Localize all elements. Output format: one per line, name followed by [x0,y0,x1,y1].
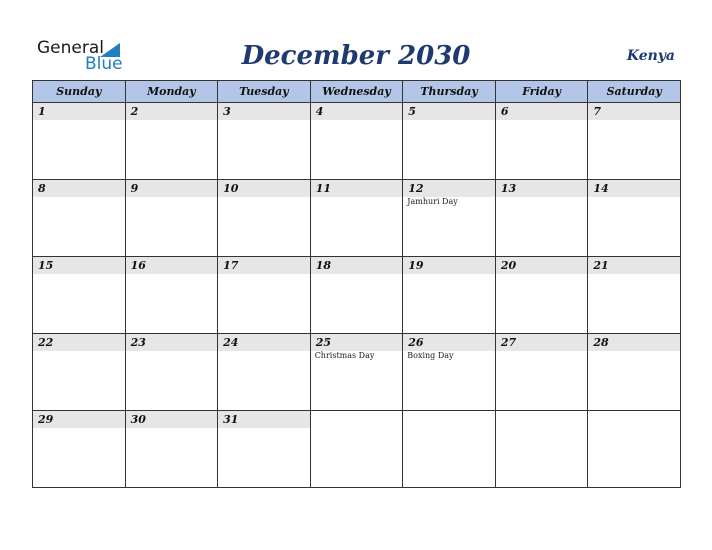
calendar-title: December 2030 [241,41,471,71]
week-row [33,180,681,257]
day-number: 13 [496,180,588,197]
day-number: 21 [588,257,680,274]
day-number: 3 [218,103,310,120]
calendar-grid [32,80,681,488]
day-cell [495,257,588,334]
day-number: 5 [403,103,495,120]
weekday-saturday: Saturday [588,81,681,103]
day-number: 20 [496,257,588,274]
day-number: 29 [33,411,125,428]
weekday-monday: Monday [125,81,218,103]
day-cell [33,334,126,411]
day-cell [310,257,403,334]
weekday-header-row [33,81,681,103]
day-number: 16 [126,257,218,274]
day-cell [403,103,496,180]
day-cell [495,103,588,180]
weekday-tuesday: Tuesday [218,81,311,103]
day-cell [33,180,126,257]
day-cell [588,334,681,411]
day-number: 10 [218,180,310,197]
day-number: 31 [218,411,310,428]
day-number: 12 [403,180,495,197]
day-cell [218,334,311,411]
day-cell [403,257,496,334]
day-cell [125,103,218,180]
day-number: 24 [218,334,310,351]
day-cell [403,180,496,257]
day-cell [495,411,588,488]
day-number: 17 [218,257,310,274]
week-row [33,257,681,334]
weekday-wednesday: Wednesday [310,81,403,103]
weekday-sunday: Sunday [33,81,126,103]
day-cell [218,180,311,257]
day-cell [218,257,311,334]
holiday-label: Boxing Day [407,351,454,360]
day-cell [588,103,681,180]
day-cell [125,334,218,411]
day-number: 23 [126,334,218,351]
day-cell [310,103,403,180]
day-number: 6 [496,103,588,120]
day-number: 2 [126,103,218,120]
day-number: 9 [126,180,218,197]
day-cell [588,257,681,334]
day-number: 28 [588,334,680,351]
holiday-label: Jamhuri Day [407,197,458,206]
day-number: 30 [126,411,218,428]
day-cell [310,180,403,257]
day-cell [218,411,311,488]
day-cell [495,180,588,257]
week-row [33,103,681,180]
day-number: 27 [496,334,588,351]
day-number: 4 [311,103,403,120]
logo-text-general: General [37,38,104,58]
holiday-label: Christmas Day [314,351,375,360]
day-number: 7 [588,103,680,120]
day-cell [403,334,496,411]
weekday-thursday: Thursday [403,81,496,103]
day-number: 11 [311,180,403,197]
day-cell [125,257,218,334]
day-number: 22 [33,334,125,351]
day-cell [403,411,496,488]
day-cell [588,180,681,257]
day-number: 19 [403,257,495,274]
day-number: 15 [33,257,125,274]
day-cell [33,257,126,334]
country-label: Kenya [626,48,675,64]
day-cell [588,411,681,488]
logo-text-blue: Blue [85,54,123,74]
day-number: 14 [588,180,680,197]
weekday-friday: Friday [495,81,588,103]
day-cell [125,411,218,488]
day-cell [33,411,126,488]
week-row [33,334,681,411]
day-number: 1 [33,103,125,120]
week-row [33,411,681,488]
day-cell [310,334,403,411]
day-number: 26 [403,334,495,351]
day-cell [125,180,218,257]
day-number: 25 [311,334,403,351]
day-number: 18 [311,257,403,274]
day-cell [33,103,126,180]
day-cell [495,334,588,411]
day-cell [218,103,311,180]
day-cell [310,411,403,488]
day-number: 8 [33,180,125,197]
